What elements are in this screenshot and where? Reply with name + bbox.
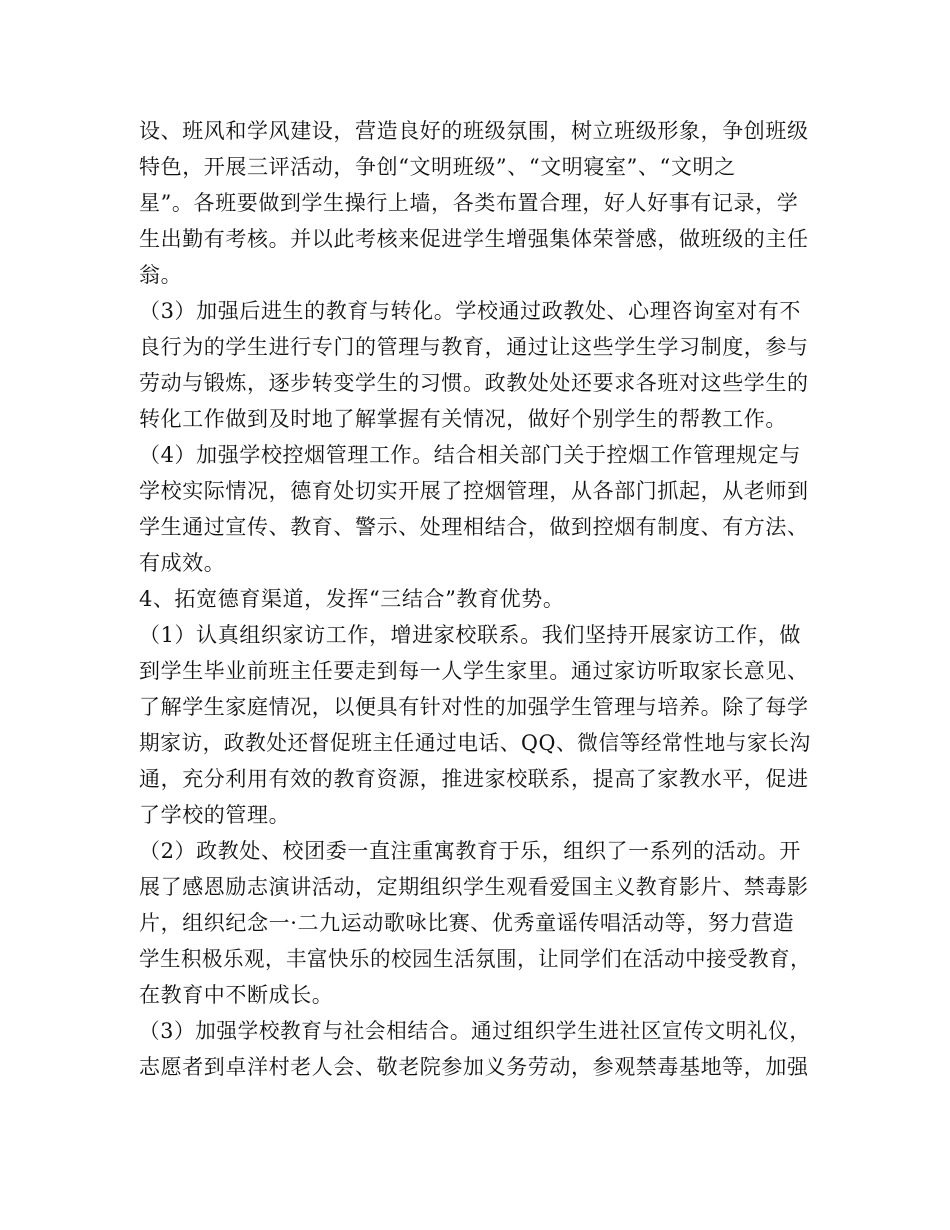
text-line: 学生通过宣传、教育、警示、处理相结合，做到控烟有制度、有方法、	[139, 515, 809, 539]
text-line: 星”。各班要做到学生操行上墙，各类布置合理，好人好事有记录，学	[139, 191, 799, 215]
text-line: 期家访，政教处还督促班主任通过电话、QQ、微信等经常性地与家长沟	[139, 731, 811, 755]
text-line: （3）加强学校教育与社会相结合。通过组织学生进社区宣传文明礼仪，	[139, 1019, 811, 1043]
text-line: 了学校的管理。	[139, 803, 291, 827]
text-line: 片，组织纪念一·二九运动歌咏比赛、优秀童谣传唱活动等，努力营造	[139, 911, 795, 935]
text-line: 劳动与锻炼，逐步转变学生的习惯。政教处处还要求各班对这些学生的	[139, 371, 809, 395]
text-line: 通，充分利用有效的教育资源，推进家校联系，提高了家教水平，促进	[139, 767, 809, 791]
text-line: 到学生毕业前班主任要走到每一人学生家里。通过家访听取家长意见、	[139, 659, 809, 683]
text-line: 生出勤有考核。并以此考核来促进学生增强集体荣誉感，做班级的主任	[139, 227, 809, 251]
text-line: 学生积极乐观，丰富快乐的校园生活氛围，让同学们在活动中接受教育，	[139, 947, 812, 971]
text-line: （2）政教处、校团委一直注重寓教育于乐，组织了一系列的活动。开	[139, 839, 801, 863]
text-line: 了解学生家庭情况，以便具有针对性的加强学生管理与培养。除了每学	[139, 695, 809, 719]
text-line: （1）认真组织家访工作，增进家校联系。我们坚持开展家访工作，做	[139, 623, 801, 647]
text-line: 志愿者到卓洋村老人会、敬老院参加义务劳动，参观禁毒基地等，加强	[139, 1055, 809, 1079]
text-line: 在教育中不断成长。	[139, 983, 334, 1007]
text-line: 翁。	[139, 263, 183, 287]
text-line: 设、班风和学风建设，营造良好的班级氛围，树立班级形象，争创班级	[139, 119, 809, 143]
text-line: （4）加强学校控烟管理工作。结合相关部门关于控烟工作管理规定与	[139, 443, 801, 467]
text-line: 4、拓宽德育渠道，发挥“三结合”教育优势。	[139, 587, 565, 611]
text-line: （3）加强后进生的教育与转化。学校通过政教处、心理咨询室对有不	[139, 299, 801, 323]
text-line: 良行为的学生进行专门的管理与教育，通过让这些学生学习制度，参与	[139, 335, 809, 359]
text-line: 转化工作做到及时地了解掌握有关情况，做好个别学生的帮教工作。	[139, 407, 787, 431]
text-line: 展了感恩励志演讲活动，定期组织学生观看爱国主义教育影片、禁毒影	[139, 875, 809, 899]
text-line: 学校实际情况，德育处切实开展了控烟管理，从各部门抓起，从老师到	[139, 479, 809, 503]
text-line: 特色，开展三评活动，争创“文明班级”、“文明寝室”、“文明之	[139, 155, 736, 179]
text-line: 有成效。	[139, 551, 226, 575]
